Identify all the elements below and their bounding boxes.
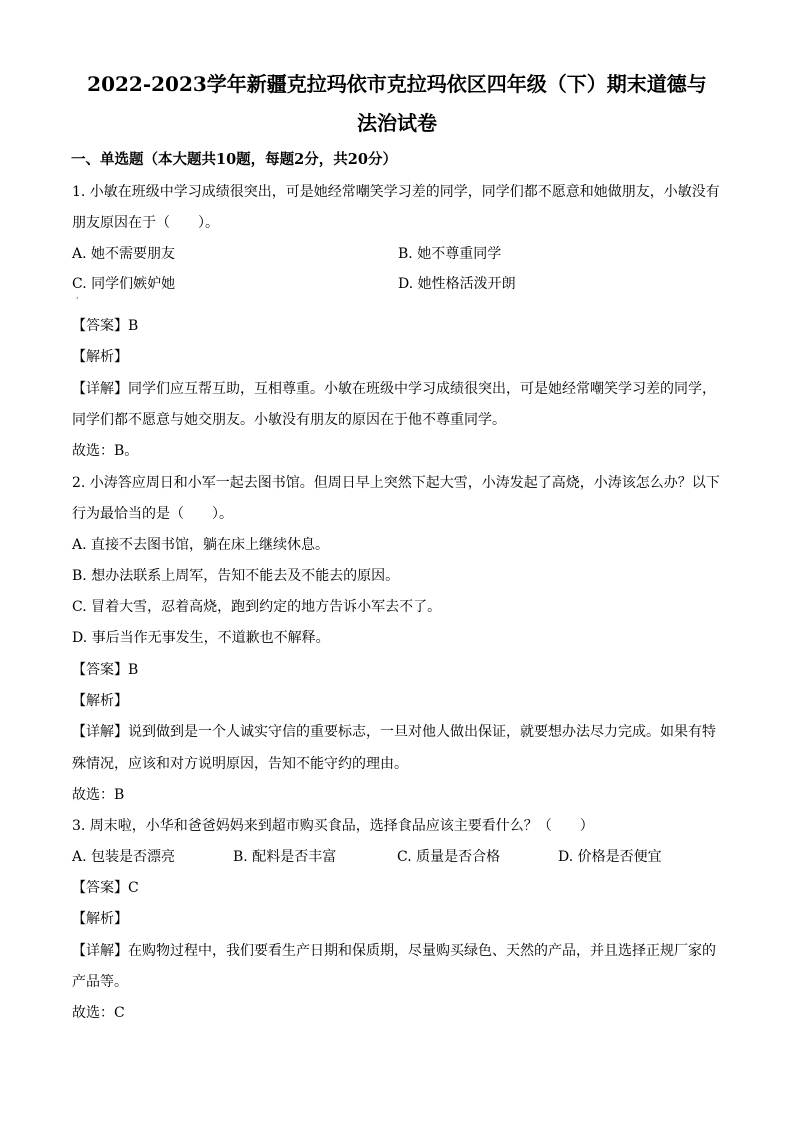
- q1-stem-line1: 1. 小敏在班级中学习成绩很突出，可是她经常嘲笑学习差的同学，同学们都不愿意和她做朋友，小敏没有: [72, 184, 720, 200]
- q3-stem-line1: 3. 周末啦，小华和爸爸妈妈来到超市购买食品，选择食品应该主要看什么？（ ）: [72, 818, 594, 834]
- q3-detail-line1: 【详解】在购物过程中，我们要看生产日期和保质期，尽量购买绿色、天然的产品，并且选择正规厂家的: [72, 943, 716, 959]
- section-heading: 一、单选题（本大题共10题，每题2分，共20分）: [71, 151, 397, 168]
- q1-detail-line1: 【详解】同学们应互帮互助，互相尊重。小敏在班级中学习成绩很突出，可是她经常嘲笑学习差的同学，: [72, 381, 716, 397]
- q3-option-b: B. 配料是否丰富: [233, 849, 337, 865]
- q1-analysis-label: 【解析】: [72, 349, 128, 365]
- q3-answer: 【答案】C: [72, 880, 139, 896]
- q2-stem-line1: 2. 小涛答应周日和小军一起去图书馆。但周日早上突然下起大雪，小涛发起了高烧，小涛该怎么办？以下: [72, 475, 720, 491]
- q1-choice: 故选：B。: [72, 443, 139, 459]
- q1-answer: 【答案】B: [72, 318, 139, 334]
- q1-option-c: C. 同学们嫉妒她: [72, 276, 176, 292]
- q3-option-c: C. 质量是否合格: [397, 849, 501, 865]
- q1-detail-line2: 同学们都不愿意与她交朋友。小敏没有朋友的原因在于他不尊重同学。: [72, 412, 506, 428]
- q1-stem-line2: 朋友原因在于（ ）。: [72, 215, 219, 231]
- q3-detail-line2: 产品等。: [72, 974, 128, 990]
- q1-option-a: A. 她不需要朋友: [72, 246, 176, 262]
- stray-dot-mark: ·: [76, 294, 79, 303]
- q1-option-d: D. 她性格活泼开朗: [398, 276, 516, 292]
- q2-detail-line1: 【详解】说到做到是一个人诚实守信的重要标志，一旦对他人做出保证，就要想办法尽力完成。如果有特: [72, 724, 716, 740]
- q2-stem-line2: 行为最恰当的是（ ）。: [72, 506, 233, 522]
- q2-option-c: C. 冒着大雪，忍着高烧，跑到约定的地方告诉小军去不了。: [72, 599, 442, 615]
- exam-title-line1: 2022-2023学年新疆克拉玛依市克拉玛依区四年级（下）期末道德与: [87, 72, 707, 96]
- q3-option-d: D. 价格是否便宜: [558, 849, 662, 865]
- q3-choice: 故选：C: [72, 1005, 125, 1021]
- q3-option-a: A. 包装是否漂亮: [72, 849, 176, 865]
- q3-analysis-label: 【解析】: [72, 911, 128, 927]
- q2-detail-line2: 殊情况，应该和对方说明原因，告知不能守约的理由。: [72, 756, 408, 772]
- q2-analysis-label: 【解析】: [72, 693, 128, 709]
- q2-answer: 【答案】B: [72, 662, 139, 678]
- q2-option-d: D. 事后当作无事发生，不道歉也不解释。: [72, 630, 330, 646]
- q2-option-a: A. 直接不去图书馆，躺在床上继续休息。: [72, 537, 330, 553]
- exam-title-line2: 法治试卷: [357, 111, 437, 135]
- q1-option-b: B. 她不尊重同学: [398, 246, 502, 262]
- q2-choice: 故选：B: [72, 787, 125, 803]
- q2-option-b: B. 想办法联系上周军，告知不能去及不能去的原因。: [72, 568, 400, 584]
